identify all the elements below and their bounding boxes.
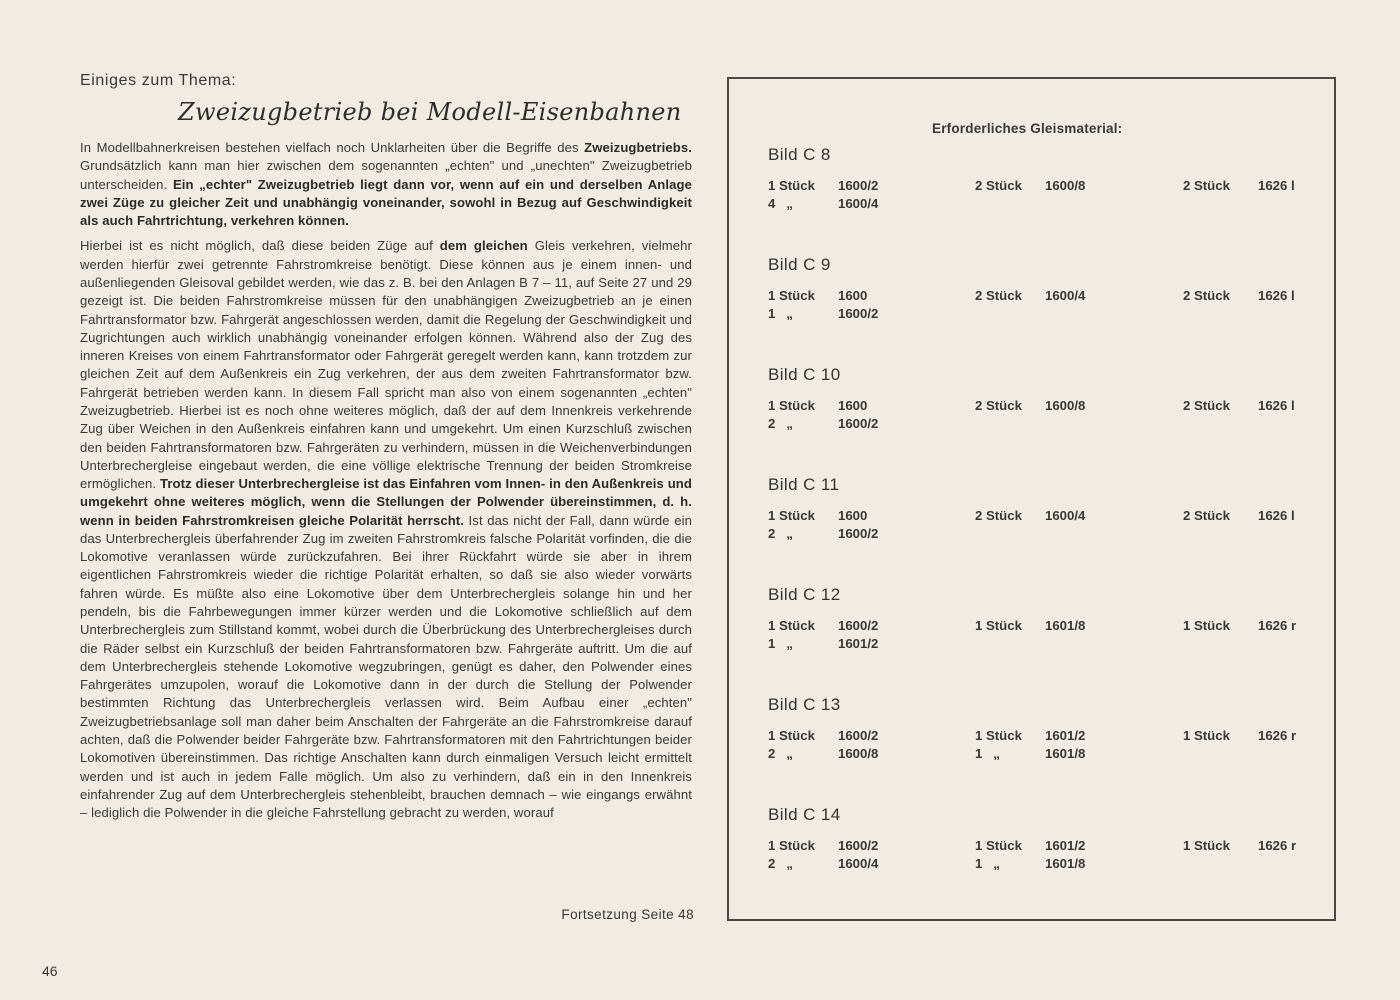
- part-number-cell: 1626 r: [1258, 728, 1297, 743]
- quantity-cell: 2 Stück: [1183, 398, 1230, 413]
- part-number-cell: 1626 r: [1258, 618, 1297, 633]
- quantity-cell: 1 Stück: [768, 728, 815, 743]
- part-number-cell: 1600/8: [1045, 398, 1086, 413]
- text-segment: Gleis verkehren, vielmehr werden hierfür zwei getrennte Fahrstromkreise benötigt. Diese können aus je einem innen- und außenliegenden Gleisoval gebildet werden, wie das z. B. bei den Anlagen B 7 – 11, auf Seite 27 und 29 gezeigt ist. Die beiden Fahrstromkreise müssen für den unabhängigen Zweizugbetrieb an je einen Fahrtransformator bzw. Fahrgerät angeschlossen werden, damit die Regelung der Geschwindigkeit und Zugrichtungen auch wirklich unabhängig voneinander erfolgen können. Während also der Zug des inneren Kreises von einem Fahrtransformator oder Fahrgerät geregelt werden kann, kann trotzdem zur gleichen Zeit auf dem Außenkreis ein Zug verkehren, der aus dem zweiten Fahrtransformator bzw. Fahrgerät betrieben werden kann. In diesem Fall spricht man also von einem sogenannten „echten" Zweizugbetrieb. Hierbei ist es noch ohne weiteres möglich, daß der auf dem Innenkreis verkehrende Zug über Weichen in den Außenkreis einfahren kann und umgekehrt. Um einen Kurzschluß zwischen den beiden Fahrtransformatoren bzw. Fahrgeräten zu verhindern, müssen in die Weichenverbindungen Unterbrechergleise eingebaut werden, die eine völlige elektrische Trennung der beiden Stromkreise ermöglichen.: [80, 238, 692, 492]
- text-segment: Ist das nicht der Fall, dann würde ein das Unterbrechergleis überfahrender Zug im zweiten Fahrstromkreis falsche Polarität vorfinden, die die Lokomotive veranlassen würde zurückzufahren. Bei ihrer Rückfahrt würde sie aber in ihrem eigentlichen Fahrstromkreis wieder die richtige Polarität erhalten, so daß sie also wieder vorwärts fahren würde. Es müßte also eine Lokomotive über dem Unterbrechergleis solange hin und her pendeln, bis die Fahrbewegungen immer kürzer werden und die Lokomotive schließlich auf dem Unterbrechergleis zum Stillstand kommt, wobei durch die Überbrückung des Unterbrechergleises durch die Räder selbst ein Kurzschluß der beiden Fahrtransformatoren bzw. Fahrgeräte auftritt. Um die auf dem Unterbrechergleis stehende Lokomotive wegzubringen, genügt es daher, den Polwender eines Fahrgerätes umzupolen, worauf die Lokomotive dann in der durch die Stellung der Polwender bestimmten Richtung das Unterbrechergleis verlassen wird. Beim Aufbau einer „echten" Zweizugbetriebsanlage soll man daher beim Anschalten der Fahrgeräte an die Fahrstromkreise darauf achten, daß die Polwender beider Fahrgeräte bzw. Fahrtransformatoren mit den Fahrtrichtungen beider Lokomotiven übereinstimmen. Das richtige Anschalten kann durch einmaligen Versuch leicht ermittelt werden und ist auch in jedem Falle möglich. Um also zu verhindern, daß ein in den Innenkreis einfahrender Zug auf dem Unterbrechergleis stehenbleibt, brauchen demnach – wie eingangs erwähnt – lediglich die Polwender in die gleiche Fahrstellung gebracht zu werden, worauf: [80, 512, 692, 821]
- quantity-cell: 2 Stück: [975, 508, 1022, 523]
- part-number-cell: 1600/8: [838, 746, 879, 761]
- part-number-cell: 1600/2: [838, 618, 879, 633]
- part-number-cell: 1601/8: [1045, 618, 1086, 633]
- quantity-cell: 2 „: [768, 746, 793, 761]
- quantity-cell: 1 Stück: [975, 838, 1022, 853]
- quantity-cell: 1 Stück: [1183, 838, 1230, 853]
- quantity-cell: 1 Stück: [768, 398, 815, 413]
- quantity-cell: 1 „: [768, 306, 793, 321]
- panel-heading: Erforderliches Gleismaterial:: [932, 121, 1123, 136]
- bild-label: Bild C 14: [768, 805, 841, 824]
- quantity-cell: 1 Stück: [975, 728, 1022, 743]
- bild-label: Bild C 8: [768, 145, 831, 164]
- quantity-cell: 1 „: [768, 636, 793, 651]
- part-number-cell: 1601/8: [1045, 856, 1086, 871]
- part-number-cell: 1600/2: [838, 838, 879, 853]
- quantity-cell: 2 Stück: [975, 288, 1022, 303]
- paragraph-1: [80, 139, 692, 230]
- part-number-cell: 1600/2: [838, 728, 879, 743]
- quantity-cell: 2 „: [768, 856, 793, 871]
- part-number-cell: 1601/2: [838, 636, 879, 651]
- part-number-cell: 1600/4: [1045, 508, 1086, 523]
- text-segment: Grundsätzlich kann man hier zwischen dem sogenannten „echten" und „unechten" Zweizugbetrieb unterscheiden.: [80, 158, 692, 192]
- quantity-cell: 1 Stück: [768, 178, 815, 193]
- part-number-cell: 1600/4: [838, 196, 879, 211]
- part-number-cell: 1601/8: [1045, 746, 1086, 761]
- bild-label: Bild C 13: [768, 695, 841, 714]
- part-number-cell: 1600/2: [838, 416, 879, 431]
- quantity-cell: 2 Stück: [975, 178, 1022, 193]
- quantity-cell: 2 „: [768, 526, 793, 541]
- part-number-cell: 1600: [838, 508, 868, 523]
- part-number-cell: 1600/8: [1045, 178, 1086, 193]
- paragraph-2: [80, 237, 692, 822]
- quantity-cell: 4 „: [768, 196, 793, 211]
- bold-segment: Trotz dieser Unterbrechergleise ist das Einfahren vom Innen- in den Außenkreis und umgekehrt ohne weiteres möglich, wenn die Stellungen der Polwender übereinstimmen, d. h. wenn in beiden Fahrstromkreisen gleiche Polarität herrscht.: [80, 476, 693, 528]
- quantity-cell: 1 Stück: [768, 838, 815, 853]
- kicker: Einiges zum Thema:: [80, 72, 237, 89]
- quantity-cell: 2 Stück: [1183, 288, 1230, 303]
- part-number-cell: 1626 l: [1258, 508, 1295, 523]
- quantity-cell: 2 Stück: [1183, 508, 1230, 523]
- part-number-cell: 1600/4: [838, 856, 879, 871]
- part-number-cell: 1600: [838, 398, 868, 413]
- quantity-cell: 1 Stück: [768, 508, 815, 523]
- part-number-cell: 1600/2: [838, 178, 879, 193]
- continued-note: Fortsetzung Seite 48: [561, 907, 694, 922]
- bold-segment: Zweizugbetriebs.: [584, 140, 692, 155]
- bold-segment: Ein „echter" Zweizugbetrieb liegt dann vor, wenn auf ein und derselben Anlage zwei Züge zu gleicher Zeit und unabhängig voneinander, sowohl in Bezug auf Geschwindigkeit als auch Fahrtrichtung, verkehren können.: [80, 176, 692, 229]
- part-number-cell: 1626 l: [1258, 178, 1295, 193]
- page-number: 46: [42, 963, 58, 979]
- text-segment: In Modellbahnerkreisen bestehen vielfach noch Unklarheiten über die Begriffe des: [80, 140, 585, 155]
- part-number-cell: 1600/2: [838, 306, 879, 321]
- text-segment: Hierbei ist es nicht möglich, daß diese beiden Züge auf: [80, 238, 440, 254]
- quantity-cell: 2 Stück: [975, 398, 1022, 413]
- part-number-cell: 1600: [838, 288, 868, 303]
- quantity-cell: 1 Stück: [768, 288, 815, 303]
- part-number-cell: 1600/2: [838, 526, 879, 541]
- bild-label: Bild C 10: [768, 365, 841, 384]
- quantity-cell: 1 Stück: [975, 618, 1022, 633]
- part-number-cell: 1600/4: [1045, 288, 1086, 303]
- part-number-cell: 1601/2: [1045, 728, 1086, 743]
- part-number-cell: 1626 r: [1258, 838, 1297, 853]
- quantity-cell: 1 Stück: [1183, 618, 1230, 633]
- article-body: [80, 139, 692, 822]
- part-number-cell: 1626 l: [1258, 398, 1295, 413]
- bild-label: Bild C 12: [768, 585, 841, 604]
- part-number-cell: 1601/2: [1045, 838, 1086, 853]
- quantity-cell: 1 Stück: [1183, 728, 1230, 743]
- quantity-cell: 2 Stück: [1183, 178, 1230, 193]
- quantity-cell: 1 „: [975, 746, 1000, 761]
- quantity-cell: 2 „: [768, 416, 793, 431]
- part-number-cell: 1626 l: [1258, 288, 1295, 303]
- quantity-cell: 1 „: [975, 856, 1000, 871]
- bold-segment: dem gleichen: [439, 238, 528, 254]
- track-material-panel: [727, 77, 1336, 921]
- page-title: Zweizugbetrieb bei Modell-Eisenbahnen: [178, 98, 682, 126]
- bild-label: Bild C 9: [768, 255, 831, 274]
- quantity-cell: 1 Stück: [768, 618, 815, 633]
- bild-label: Bild C 11: [768, 475, 840, 494]
